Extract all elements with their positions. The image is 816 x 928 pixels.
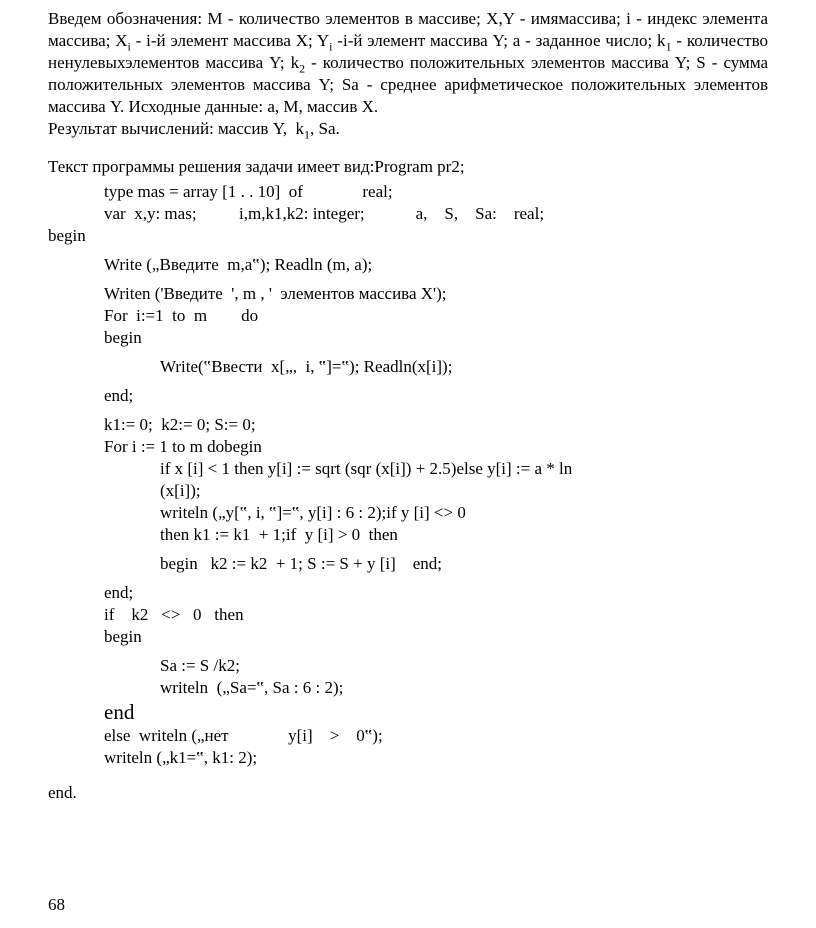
text-run: Введем обозначения: М - количество элементов в массиве; X,Y - имямассива; i - индекс элемента массива; X <box>48 9 768 50</box>
code-line: begin <box>104 627 142 646</box>
page-number: 68 <box>48 895 65 914</box>
text-run: , Sa. <box>309 119 340 138</box>
code-line: end. <box>48 783 77 802</box>
code-line: end <box>104 700 135 724</box>
subscript-text: i <box>127 39 131 54</box>
code-line: Sa := S /k2; <box>160 656 240 675</box>
code-line: if k2 <> 0 then <box>104 605 244 624</box>
text-run: -i-й элемент массива Y; а - заданное число; k <box>332 31 666 50</box>
code-line: begin <box>48 226 86 245</box>
subscript-text: i <box>329 39 333 54</box>
text-run: - количество ненулевыхэлементов массива Y; k <box>48 31 768 72</box>
subscript-text: 2 <box>299 61 306 76</box>
code-line: For i := 1 to m dobegin <box>104 437 262 456</box>
code-line: end; <box>104 386 134 405</box>
subscript-text: 1 <box>665 39 672 54</box>
code-block <box>48 156 768 804</box>
text-run: - i-й элемент массива X; Y <box>130 31 330 50</box>
code-line: Writen ('Введите ', m , ' элементов массива X'); <box>104 284 447 303</box>
code-line: writeln („Sa=‟, Sa : 6 : 2); <box>160 678 344 697</box>
code-line: writeln („y[‟, i, ‟]=‟, y[i] : 6 : 2);if y [i] <> 0 <box>160 503 466 522</box>
result-paragraph <box>48 118 768 140</box>
code-line: else writeln („нет y[i] > 0‟); <box>104 726 383 745</box>
intro-paragraph <box>48 8 768 118</box>
code-line: var x,y: mas; i,m,k1,k2: integer; а, S, Sa: real; <box>104 204 545 223</box>
text-run: Результат вычислений: массив Y, k <box>48 119 305 138</box>
code-line: Write(‟Ввести x[„, i, ‟]=‟); Readln(x[i]); <box>160 357 453 376</box>
code-line: k1:= 0; k2:= 0; S:= 0; <box>104 415 256 434</box>
code-line: writeln („k1=‟, k1: 2); <box>104 748 258 767</box>
code-line: end; <box>104 583 134 602</box>
code-line: begin k2 := k2 + 1; S := S + y [i] end; <box>160 554 443 573</box>
code-line: then k1 := k1 + 1;if y [i] > 0 then <box>160 525 398 544</box>
code-line: For i:=1 to m do <box>104 306 259 325</box>
code-line: Текст программы решения задачи имеет вид:Program pr2; <box>48 157 465 176</box>
text-run: - количество положительных элементов массива Y; S - сумма положительных элементов массива Y; Sa - среднее арифметическое положительных элементов массива Y. Исходные данные: а, М, массив X. <box>48 53 768 116</box>
code-line: if x [i] < 1 then y[i] := sqrt (sqr (x[i]) + 2.5)else y[i] := a * ln <box>160 459 573 478</box>
subscript-text: 1 <box>304 127 310 142</box>
code-line: (x[i]); <box>160 481 201 500</box>
code-line: Write („Введите m,a‟); Readln (m, a); <box>104 255 373 274</box>
code-line: begin <box>104 328 142 347</box>
code-line: type mas = array [1 . . 10] of real; <box>104 182 393 201</box>
